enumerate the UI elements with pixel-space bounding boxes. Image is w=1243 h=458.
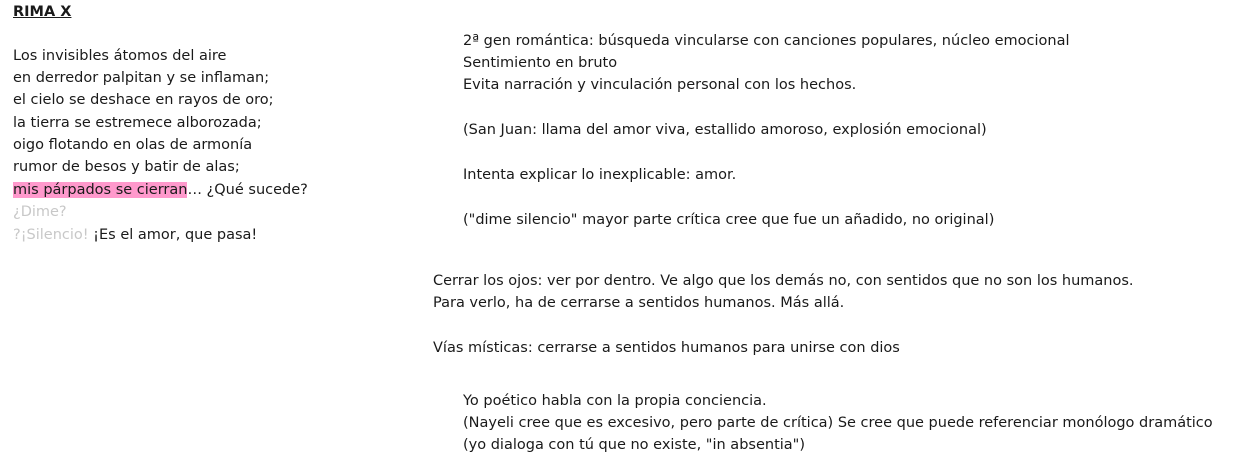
note-sentimiento: Sentimiento en bruto xyxy=(463,55,618,71)
poem-line-9-rest: ¡Es el amor, que pasa! xyxy=(88,227,258,243)
poem-line-7 xyxy=(13,179,308,201)
note-cerrar-ojos-2: Para verlo, ha de cerrarse a sentidos humanos. Más allá. xyxy=(433,295,845,311)
note-romantic-gen: 2ª gen romántica: búsqueda vincularse con canciones populares, núcleo emocional xyxy=(463,33,1070,49)
poem-title: RIMA X xyxy=(13,4,72,20)
note-evita-narracion: Evita narración y vinculación personal con los hechos. xyxy=(463,77,857,93)
note-yo-poetico-3: (yo dialoga con tú que no existe, "in absentia") xyxy=(463,437,805,453)
poem-line-2: en derredor palpitan y se inflaman; xyxy=(13,70,270,86)
poem-line-5: oigo flotando en olas de armonía xyxy=(13,137,253,153)
highlighted-text: mis párpados se cierran xyxy=(13,182,188,198)
poem-line-9-faded: ?¡Silencio! xyxy=(13,227,89,243)
note-inexplicable: Intenta explicar lo inexplicable: amor. xyxy=(463,167,737,183)
poem-line-6: rumor de besos y batir de alas; xyxy=(13,159,240,175)
note-cerrar-ojos-1: Cerrar los ojos: ver por dentro. Ve algo que los demás no, con sentidos que no son los humanos. xyxy=(433,273,1134,289)
poem-line-8-faded: ¿Dime? xyxy=(13,204,67,220)
poem-line-4: la tierra se estremece alborozada; xyxy=(13,115,262,131)
note-san-juan: (San Juan: llama del amor viva, estallido amoroso, explosión emocional) xyxy=(463,122,987,138)
poem-line-9 xyxy=(13,224,257,246)
poem-line-1: Los invisibles átomos del aire xyxy=(13,48,227,64)
note-yo-poetico-1: Yo poético habla con la propia conciencia. xyxy=(463,393,767,409)
poem-line-3: el cielo se deshace en rayos de oro; xyxy=(13,92,274,108)
note-dime-silencio: ("dime silencio" mayor parte crítica cree que fue un añadido, no original) xyxy=(463,212,995,228)
note-vias-misticas: Vías místicas: cerrarse a sentidos humanos para unirse con dios xyxy=(433,340,900,356)
note-yo-poetico-2: (Nayeli cree que es excesivo, pero parte de crítica) Se cree que puede referenciar monólogo dramático xyxy=(463,415,1213,431)
poem-line-7-rest: … ¿Qué sucede? xyxy=(187,182,308,198)
